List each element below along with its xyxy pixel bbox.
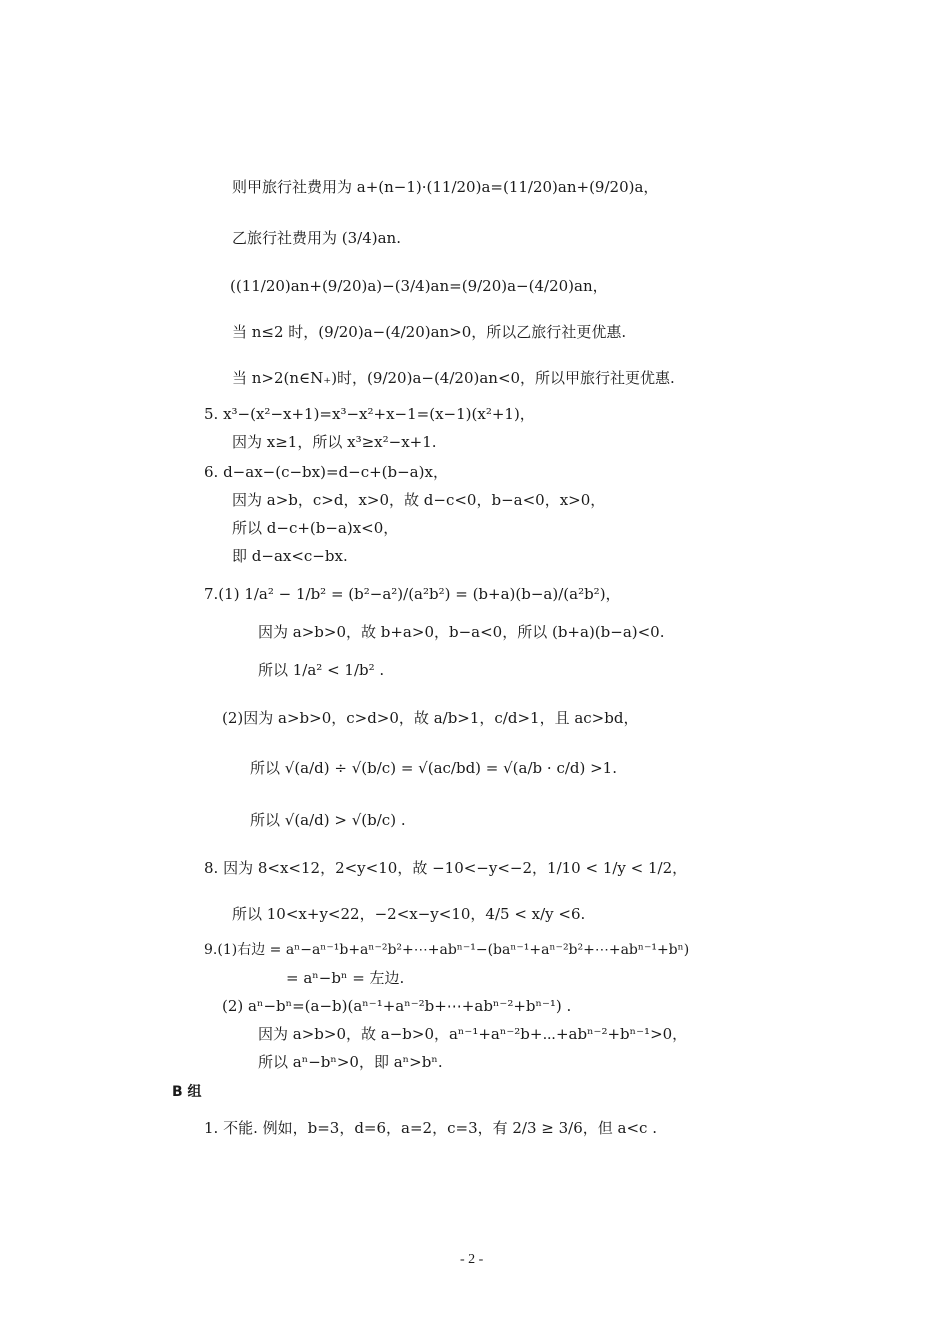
- text-line: 所以 1/a² < 1/b² .: [258, 661, 385, 679]
- page-number: - 2 -: [460, 1252, 484, 1267]
- text-line: 所以 10<x+y<22，−2<x−y<10，4/5 < x/y <6.: [232, 905, 586, 923]
- text-line: 因为 x≥1，所以 x³≥x²−x+1.: [232, 433, 437, 451]
- text-line: 所以 √(a/d) ÷ √(b/c) = √(ac/bd) = √(a/b · c/d) >1.: [250, 759, 617, 777]
- text-line: 6. d−ax−(c−bx)=d−c+(b−a)x，: [204, 463, 448, 481]
- text-line: 1. 不能. 例如，b=3，d=6，a=2，c=3，有 2/3 ≥ 3/6，但 a<c .: [204, 1119, 657, 1137]
- text-line: (2) aⁿ−bⁿ=(a−b)(aⁿ⁻¹+aⁿ⁻²b+⋯+abⁿ⁻²+bⁿ⁻¹) .: [222, 997, 572, 1015]
- text-line: 即 d−ax<c−bx.: [232, 547, 348, 565]
- text-line: 9.(1)右边 = aⁿ−aⁿ⁻¹b+aⁿ⁻²b²+⋯+abⁿ⁻¹−(baⁿ⁻¹+aⁿ⁻²b²+⋯+abⁿ⁻¹+bⁿ): [204, 942, 690, 958]
- text-line: 因为 a>b>0，故 b+a>0，b−a<0，所以 (b+a)(b−a)<0.: [258, 623, 665, 641]
- text-line: 8. 因为 8<x<12，2<y<10，故 −10<−y<−2，1/10 < 1/y < 1/2，: [204, 859, 688, 877]
- text-line: 当 n≤2 时，(9/20)a−(4/20)an>0，所以乙旅行社更优惠.: [232, 323, 627, 341]
- text-line: 因为 a>b，c>d，x>0，故 d−c<0，b−a<0，x>0，: [232, 491, 606, 509]
- text-line: 乙旅行社费用为 (3/4)an.: [232, 229, 401, 247]
- text-line: ((11/20)an+(9/20)a)−(3/4)an=(9/20)a−(4/20)an，: [230, 277, 608, 295]
- text-line: = aⁿ−bⁿ = 左边.: [286, 969, 405, 987]
- text-line: (2)因为 a>b>0，c>d>0，故 a/b>1，c/d>1，且 ac>bd，: [222, 709, 639, 727]
- text-line: 5. x³−(x²−x+1)=x³−x²+x−1=(x−1)(x²+1)，: [204, 405, 535, 423]
- text-line: 所以 √(a/d) > √(b/c) .: [250, 811, 406, 829]
- text-line: 7.(1) 1/a² − 1/b² = (b²−a²)/(a²b²) = (b+a)(b−a)/(a²b²)，: [204, 585, 621, 603]
- text-line: 当 n>2(n∈N₊)时，(9/20)a−(4/20)an<0，所以甲旅行社更优惠.: [232, 369, 675, 387]
- text-line: 所以 d−c+(b−a)x<0，: [232, 519, 399, 537]
- text-line: 因为 a>b>0，故 a−b>0，aⁿ⁻¹+aⁿ⁻²b+⋯+abⁿ⁻²+bⁿ⁻¹>0，: [258, 1025, 688, 1043]
- text-line: 所以 aⁿ−bⁿ>0，即 aⁿ>bⁿ.: [258, 1053, 443, 1071]
- section-heading: B 组: [172, 1084, 202, 1100]
- text-line: 则甲旅行社费用为 a+(n−1)·(11/20)a=(11/20)an+(9/20)a，: [232, 178, 659, 196]
